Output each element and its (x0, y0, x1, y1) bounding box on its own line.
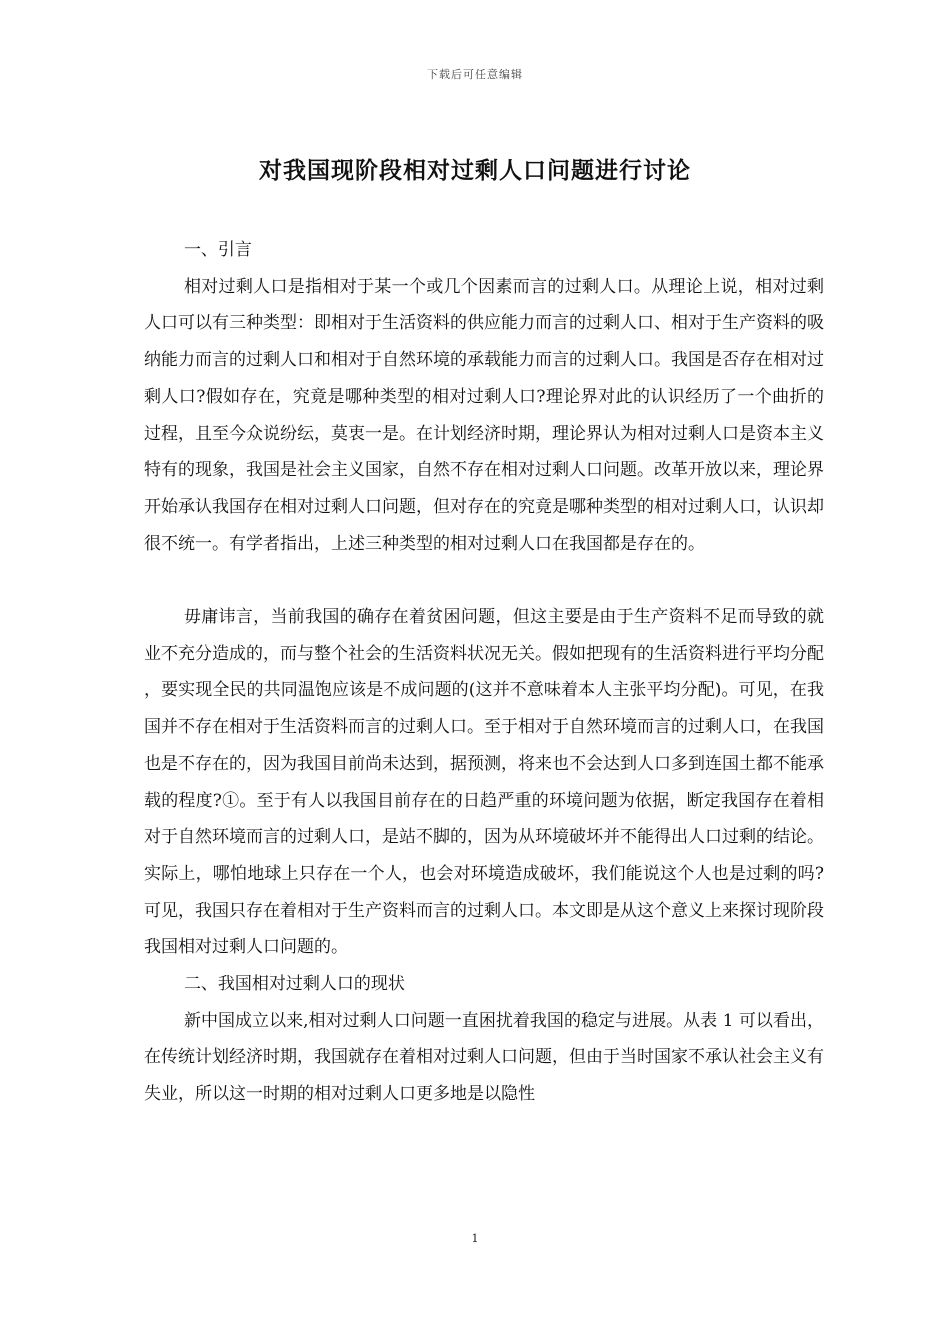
document-body (144, 232, 824, 1113)
paragraph-2: 毋庸讳言，当前我国的确存在着贫困问题，但这主要是由于生产资料不足而导致的就业不充分造成的，而与整个社会的生活资料状况无关。假如把现有的生活资料进行平均分配，要实现全民的共同温饱应该是不成问题的(这并不意味着本人主张平均分配)。可见，在我国并不存在相对于生活资料而言的过剩人口。至于相对于自然环境而言的过剩人口，在我国也是不存在的，因为我国目前尚未达到，据预测，将来也不会达到人口多到连国土都不能承载的程度?①。至于有人以我国目前存在的日趋严重的环境问题为依据，断定我国存在着相对于自然环境而言的过剩人口，是站不脚的，因为从环境破坏并不能得出人口过剩的结论。实际上，哪怕地球上只存在一个人，也会对环境造成破坏，我们能说这个人也是过剩的吗?可见，我国只存在着相对于生产资料而言的过剩人口。本文即是从这个意义上来探讨现阶段我国相对过剩人口问题的。 (144, 607, 824, 958)
paragraph-1: 相对过剩人口是指相对于某一个或几个因素而言的过剩人口。从理论上说，相对过剩人口可以有三种类型：即相对于生活资料的供应能力而言的过剩人口、相对于生产资料的吸纳能力而言的过剩人口和相对于自然环境的承载能力而言的过剩人口。我国是否存在相对过剩人口?假如存在，究竟是哪种类型的相对过剩人口?理论界对此的认识经历了一个曲折的过程，且至今众说纷纭，莫衷一是。在计划经济时期，理论界认为相对过剩人口是资本主义特有的现象，我国是社会主义国家，自然不存在相对过剩人口问题。改革开放以来，理论界开始承认我国存在相对过剩人口问题，但对存在的究竟是哪种类型的相对过剩人口，认识却很不统一。有学者指出，上述三种类型的相对过剩人口在我国都是存在的。 (144, 276, 824, 554)
section-heading-introduction: 一、引言 (183, 240, 252, 260)
paragraph-3: 新中国成立以来,相对过剩人口问题一直困扰着我国的稳定与进展。从表 1 可以看出，在传统计划经济时期，我国就存在着相对过剩人口问题，但由于当时国家不承认社会主义有失业，所以这一时期的相对过剩人口更多地是以隐性 (144, 1010, 824, 1105)
paragraph-gap (144, 562, 824, 599)
section-heading-current-status: 二、我国相对过剩人口的现状 (183, 974, 405, 995)
header-note: 下载后可任意编辑 (427, 68, 523, 81)
page-number: 1 (471, 1232, 479, 1245)
document-title: 对我国现阶段相对过剩人口问题进行讨论 (259, 157, 691, 184)
